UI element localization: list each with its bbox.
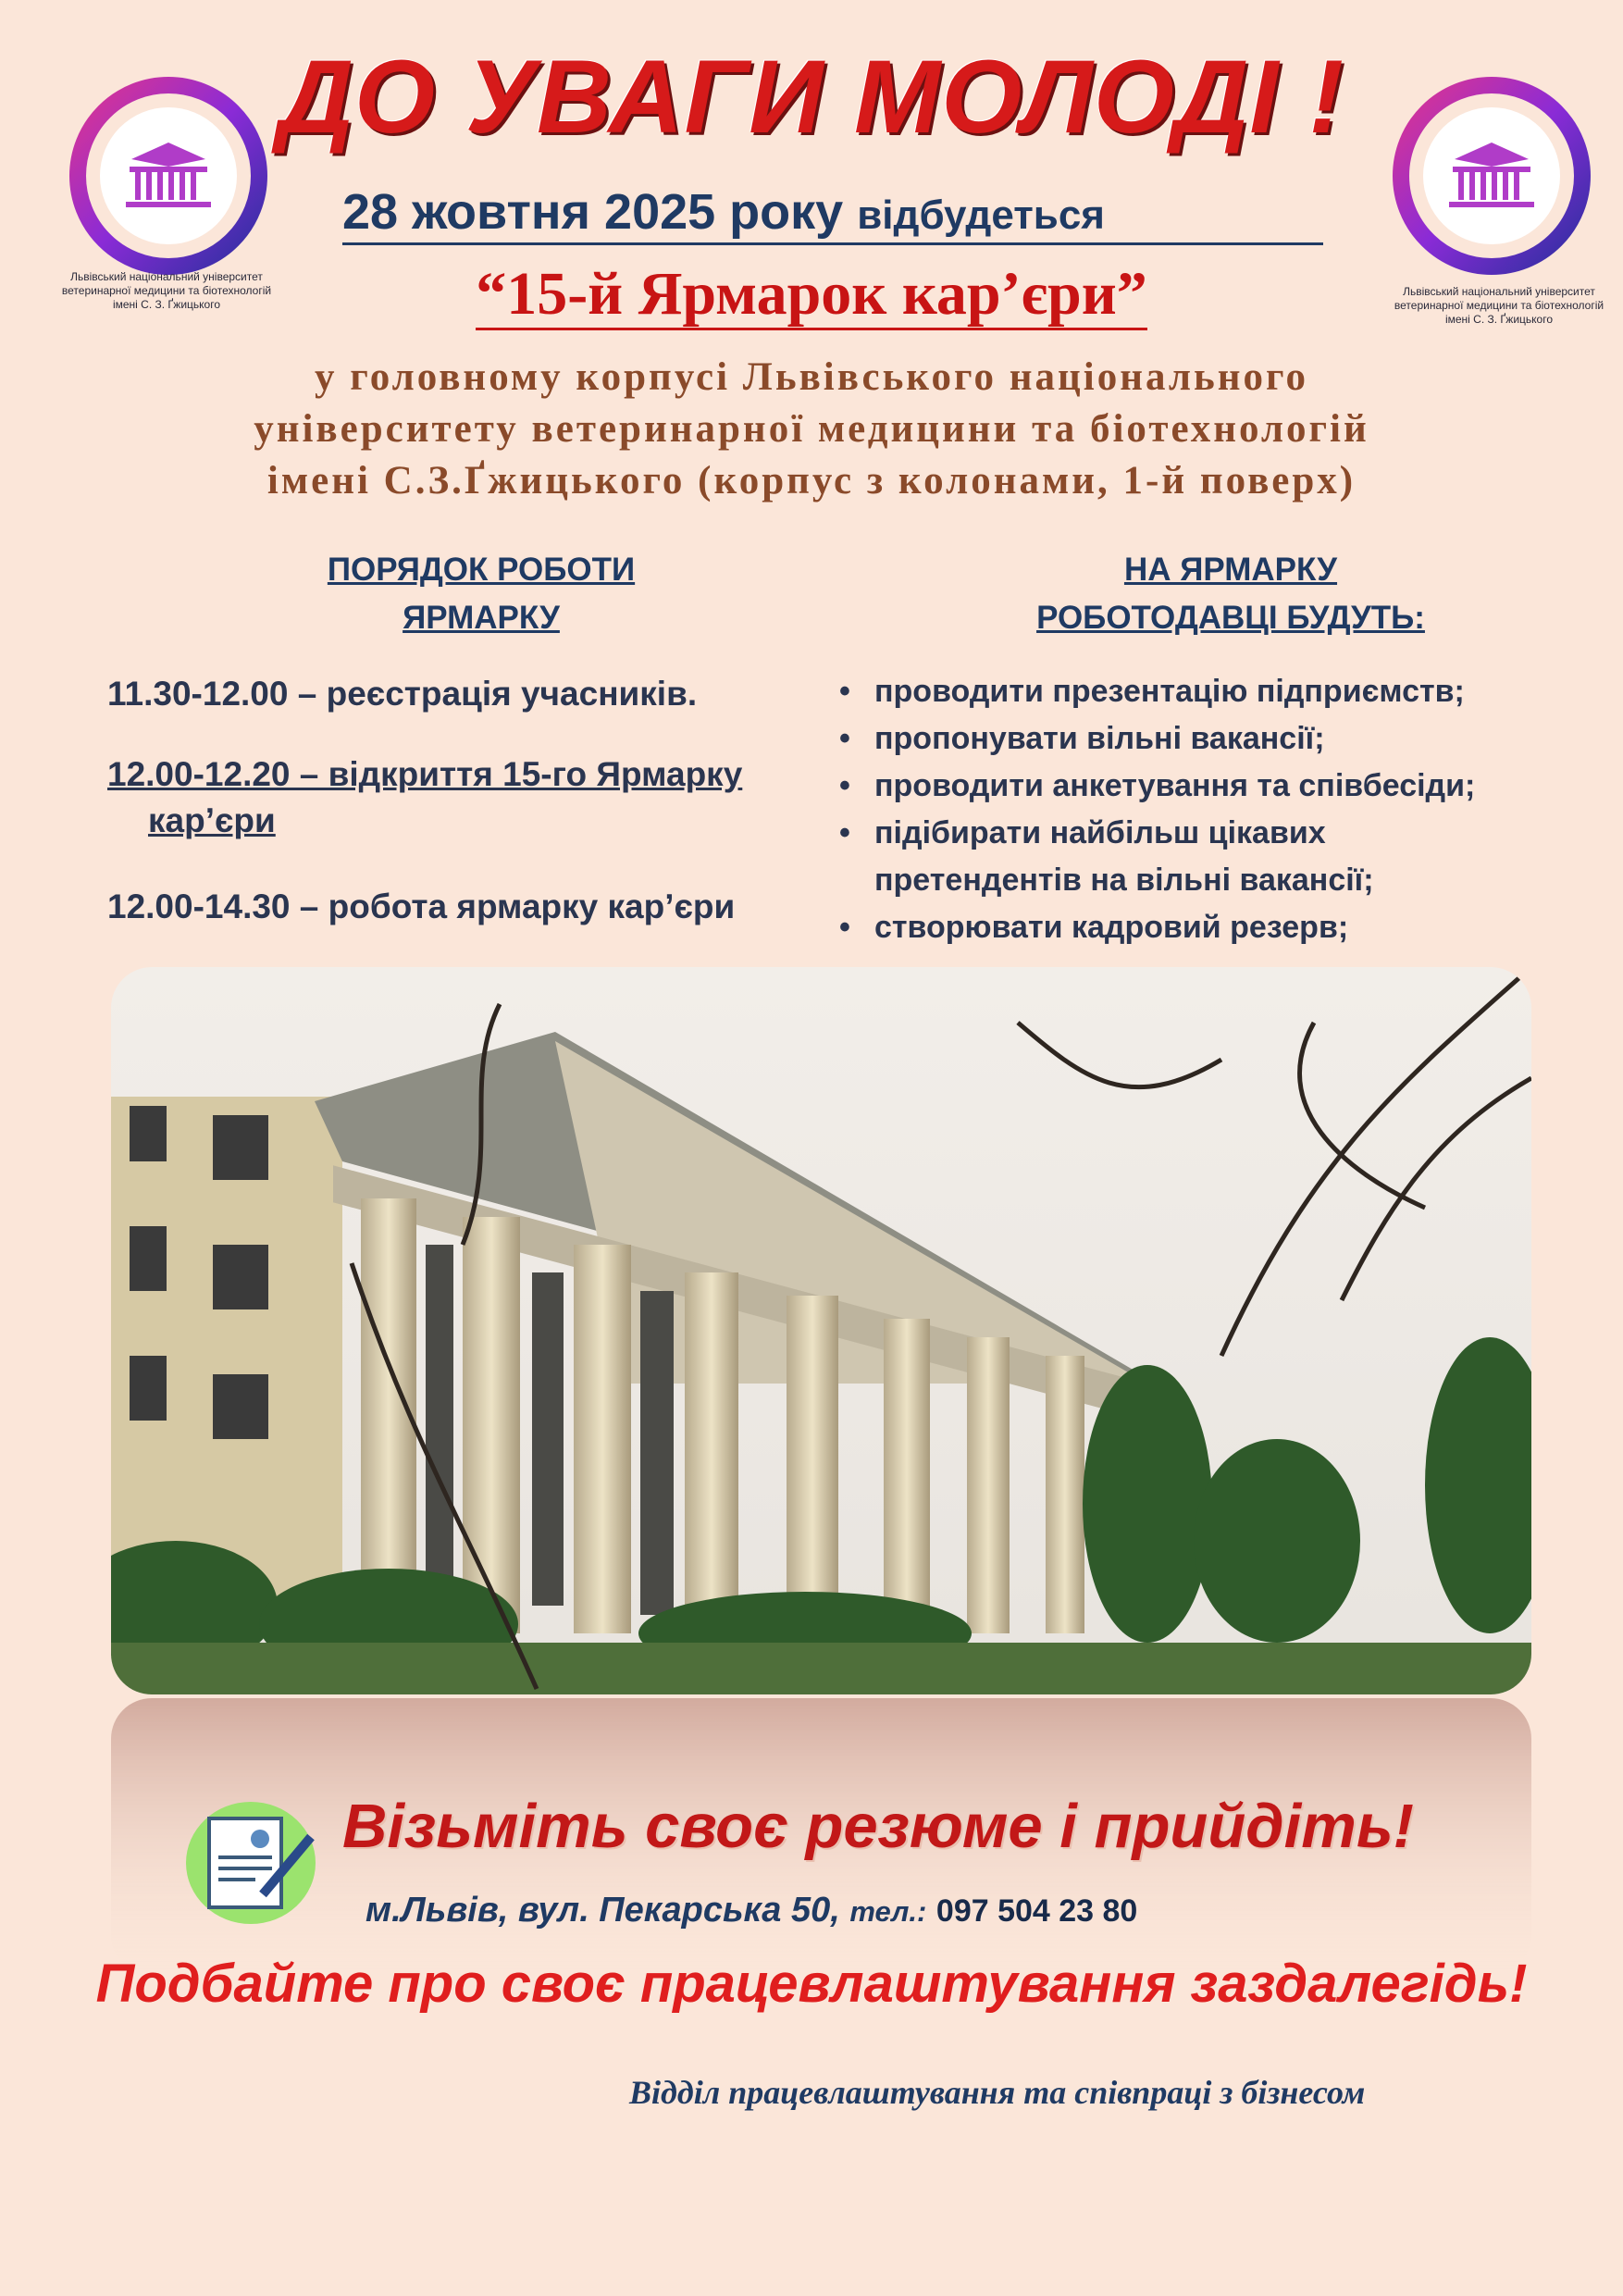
phone-number: 097 504 23 80 bbox=[935, 1893, 1138, 1929]
headline: ДО УВАГИ МОЛОДІ ! bbox=[279, 39, 1344, 155]
fair-title bbox=[0, 259, 1623, 329]
list-item: • проводити анкетування та співбесіди; bbox=[837, 763, 1578, 810]
list-item: • проводити презентацію підприємств; bbox=[837, 668, 1578, 715]
employers-heading-line-1: НА ЯРМАРКУ bbox=[1123, 552, 1338, 588]
department-signature: Відділ працевлаштування та співпраці з бізнесом bbox=[629, 2074, 1366, 2111]
employers-list bbox=[837, 668, 1578, 951]
schedule-heading bbox=[278, 546, 685, 642]
resume-pen-icon bbox=[181, 1791, 320, 1930]
location-line-1: у головному корпусі Львівського національного bbox=[315, 355, 1308, 399]
phone-label: тел.: bbox=[849, 1895, 927, 1928]
logo-left-caption: Львівський національний університет ветеринарної медицини та біотехнологій імені С. З. Ґжицького bbox=[61, 270, 272, 311]
event-date: 28 жовтня 2025 року bbox=[342, 184, 844, 240]
employers-heading-line-2: РОБОТОДАВЦІ БУДУТЬ: bbox=[1036, 600, 1425, 636]
schedule-heading-line-1: ПОРЯДОК РОБОТИ bbox=[327, 552, 636, 588]
event-date-line bbox=[342, 183, 1323, 245]
location-line-3: імені С.З.Ґжицького (корпус з колонами, 1-й поверх) bbox=[266, 459, 1357, 503]
fair-title-text: “15-й Ярмарок кар’єри” bbox=[476, 260, 1147, 330]
schedule-item-work: 12.00-14.30 – робота ярмарку кар’єри bbox=[107, 887, 736, 925]
location-line-2: університету ветеринарної медицини та біотехнологій bbox=[254, 407, 1369, 451]
employers-heading bbox=[953, 546, 1508, 642]
list-item: • пропонувати вільні вакансії; bbox=[837, 715, 1578, 763]
logo-right-caption: Львівський національний університет ветеринарної медицини та біотехнологій імені С. З. Ґжицького bbox=[1394, 285, 1604, 326]
list-item: • підібирати найбільш цікавих претендентів на вільні вакансії; bbox=[837, 810, 1504, 904]
contact-info bbox=[365, 1891, 1137, 1930]
address: м.Львів, вул. Пекарська 50, bbox=[365, 1891, 840, 1930]
schedule-heading-line-2: ЯРМАРКУ bbox=[403, 600, 560, 636]
location-description bbox=[111, 352, 1512, 507]
university-building-photo bbox=[111, 967, 1531, 1694]
list-item: • створювати кадровий резерв; bbox=[837, 904, 1578, 951]
schedule-item-registration: 11.30-12.00 – реєстрація учасників. bbox=[107, 675, 698, 713]
call-to-action: Візьміть своє резюме і прийдіть! bbox=[342, 1792, 1414, 1861]
schedule-item-opening: 12.00-12.20 – відкриття 15-го Ярмарку кар’єри bbox=[107, 755, 743, 839]
reminder: Подбайте про своє працевлаштування заздалегідь! bbox=[95, 1954, 1528, 2014]
event-date-suffix: відбудеться bbox=[857, 192, 1105, 238]
